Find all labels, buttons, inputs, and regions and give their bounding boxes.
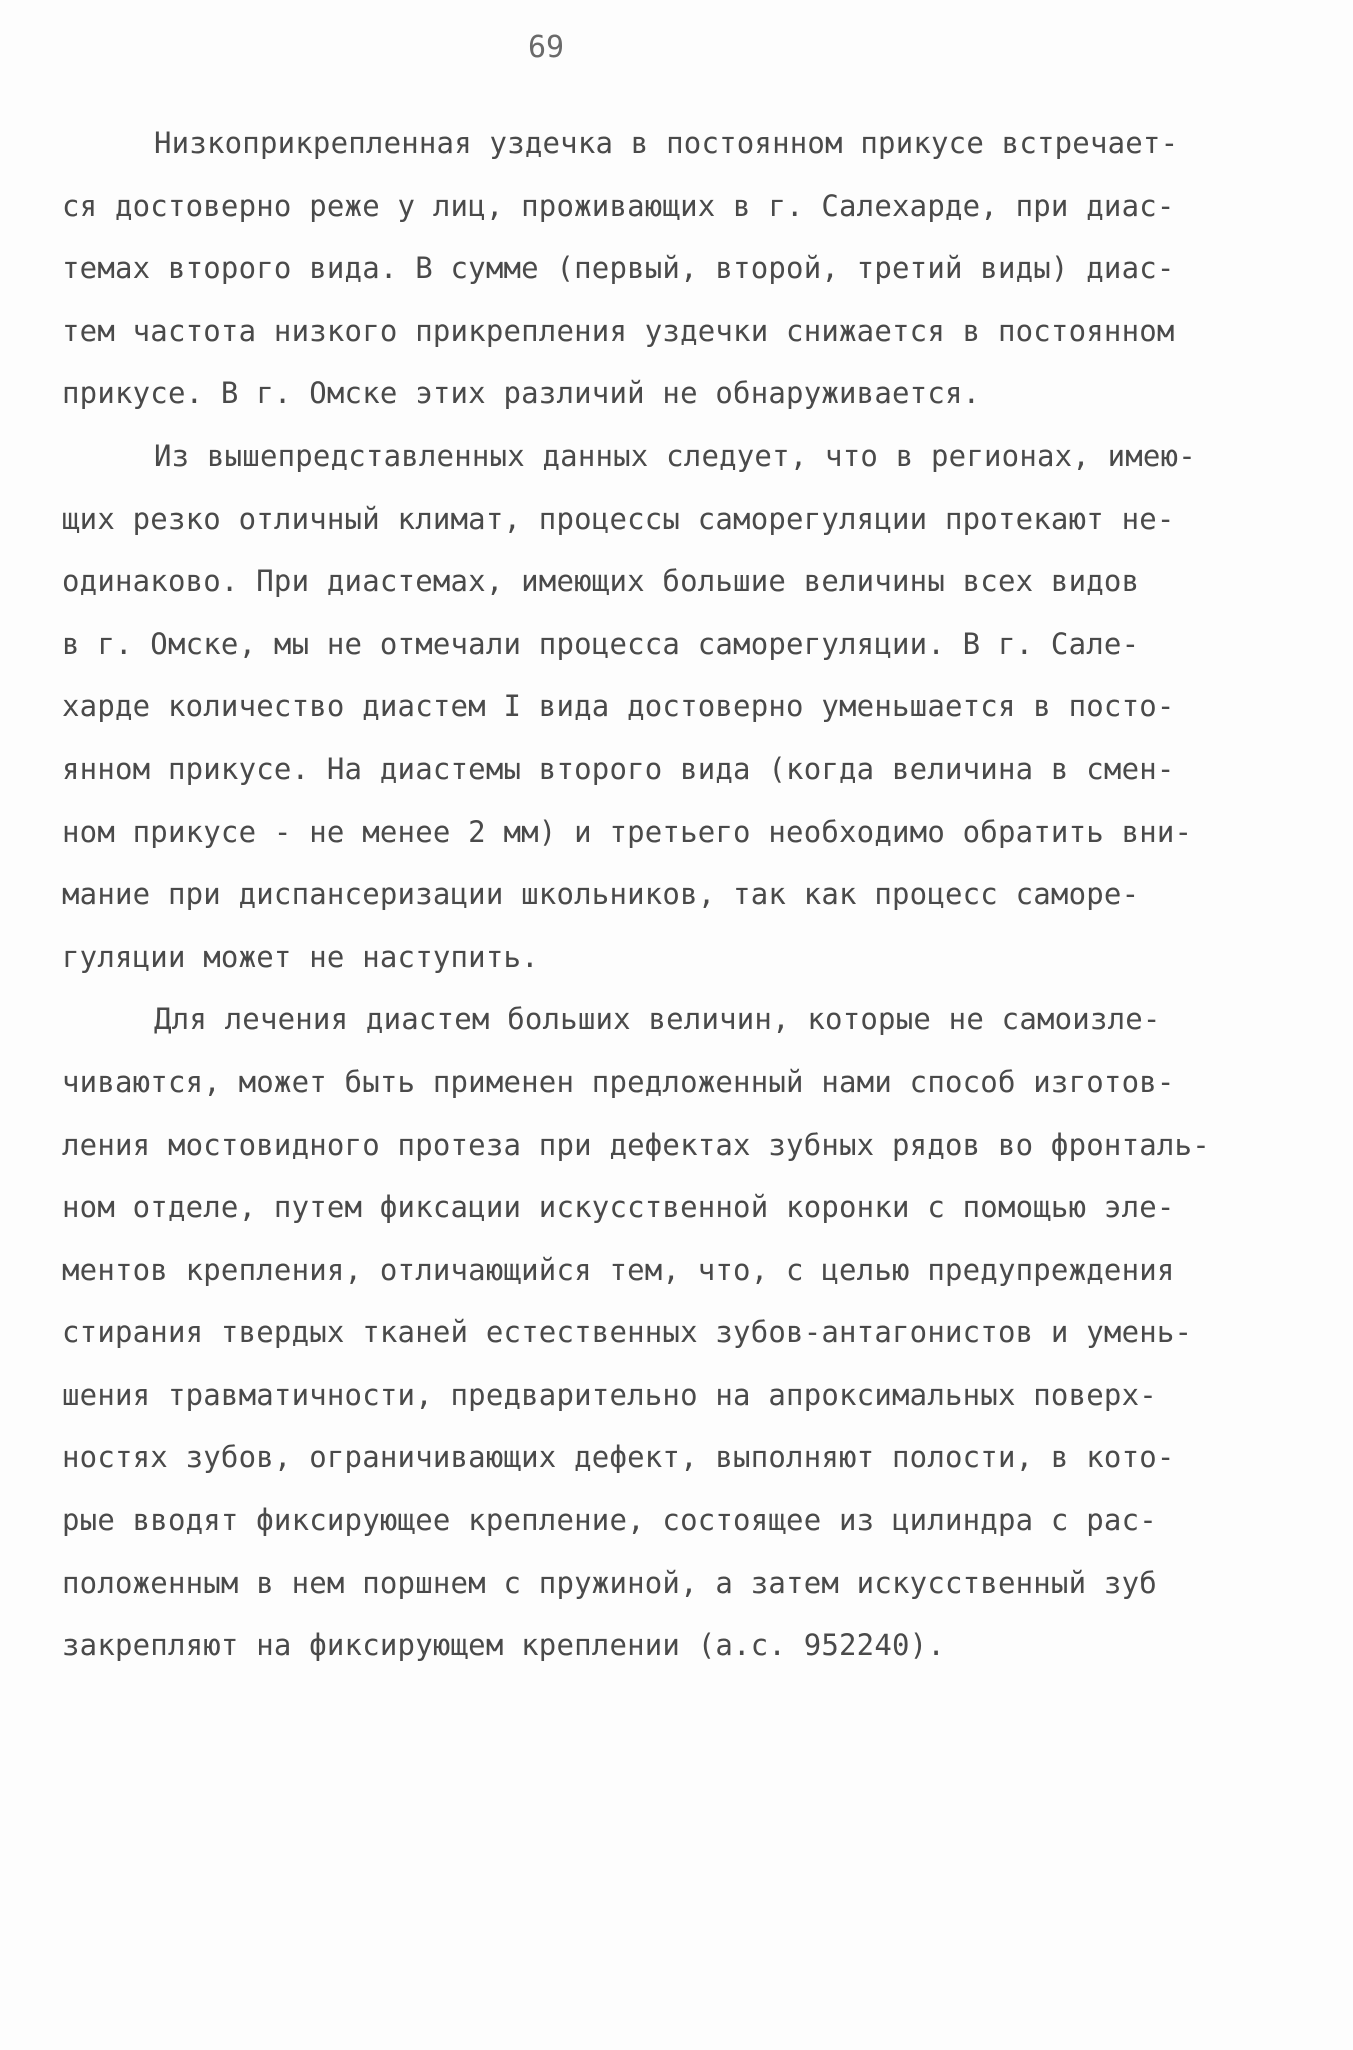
text-line: харде количество диастем I вида достоверно уменьшается в посто- [62,689,1175,724]
page-number: 69 [528,30,565,65]
text-line: Из вышепредставленных данных следует, что в регионах, имею- [154,438,1196,473]
text-line: рые вводят фиксирующее крепление, состоящее из цилиндра с рас- [62,1503,1157,1538]
text-line: ся достоверно реже у лиц, проживающих в г. Салехарде, при диас- [62,188,1175,223]
text-line: Низкоприкрепленная уздечка в постоянном прикусе встречает- [154,126,1179,160]
text-line: прикусе. В г. Омске этих различий не обнаруживается. [62,376,981,411]
text-line: шения травматичности, предварительно на апроксимальных поверх- [62,1377,1157,1412]
text-line: ном отделе, путем фиксации искусственной коронки с помощью эле- [62,1190,1175,1225]
paragraph-2 [62,425,1312,988]
text-line: стирания твердых тканей естественных зубов-антагонистов и умень- [62,1315,1193,1350]
paragraph-3 [62,988,1312,1677]
text-line: одинаково. При диастемах, имеющих большие величины всех видов [62,564,1140,599]
paragraph-1 [62,112,1312,425]
text-line: тем частота низкого прикрепления уздечки снижается в постоянном [62,313,1175,348]
text-line: закрепляют на фиксирующем креплении (а.с. 952240). [62,1628,945,1663]
text-line: ном прикусе - не менее 2 мм) и третьего необходимо обратить вни- [62,814,1193,849]
text-line: мание при диспансеризации школьников, так как процесс саморе- [62,877,1140,912]
text-line: ления мостовидного протеза при дефектах зубных рядов во фронталь- [62,1127,1210,1162]
text-line: ностях зубов, ограничивающих дефект, выполняют полости, в кото- [62,1440,1175,1475]
text-line: гуляции может не наступить. [62,939,539,974]
text-line: Для лечения диастем больших величин, которые не самоизле- [154,1002,1161,1037]
text-line: темах второго вида. В сумме (первый, второй, третий виды) диас- [62,251,1175,286]
body-text [62,112,1312,1677]
text-line: в г. Омске, мы не отмечали процесса саморегуляции. В г. Сале- [62,626,1140,661]
text-line: чиваются, может быть применен предложенный нами способ изготов- [62,1064,1175,1099]
text-line: положенным в нем поршнем с пружиной, а затем искусственный зуб [62,1565,1157,1600]
text-line: янном прикусе. На диастемы второго вида (когда величина в смен- [62,751,1175,786]
text-line: щих резко отличный климат, процессы саморегуляции протекают не- [62,501,1175,536]
text-line: ментов крепления, отличающийся тем, что, с целью предупреждения [62,1252,1175,1287]
